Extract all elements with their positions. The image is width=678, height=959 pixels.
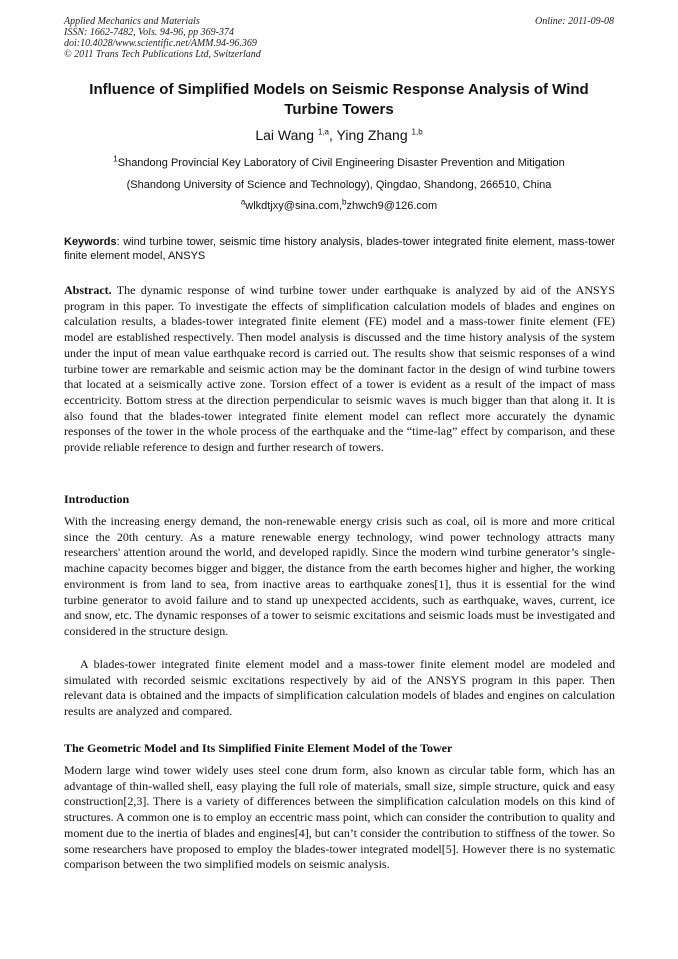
author-2-name: Ying Zhang <box>336 127 408 143</box>
email-a-mark: a <box>240 197 246 207</box>
author-separator: , <box>329 127 337 143</box>
abstract-text: The dynamic response of wind turbine tower under earthquake is analyzed by aid of the ANSYS program in this paper. To investigate the effects of simplification calculation models of blades and engines on calculation results, a blades-tower integrated finite element (FE) model and a mass-tower finite element (FE) model are established respectively. Then model analysis is discussed and the time history analysis of the system under the input of mean value earthquake record is carried out. The results show that seismic responses of a wind turbine tower are remarkable and seismic action may be the dominant factor in the design of wind turbine towers that located at a seismically active zone. Torsion effect of a tower is evident as a result of the impact of mass eccentricity. Bottom stress at the direction perpendicular to seismic waves is much bigger than that along it. It is also found that the blades-tower integrated finite element model can reflect more accurately the dynamic responses of the tower in the whole process of the earthquake and the “time-lag” effect by comparison, and these provide reliable reference to design and further research of towers. <box>64 283 615 455</box>
keywords-paragraph <box>64 235 615 263</box>
email-b-mark: b <box>342 197 347 207</box>
copyright-line: © 2011 Trans Tech Publications Ltd, Switzerland <box>64 49 261 60</box>
author-1-name: Lai Wang <box>255 127 314 143</box>
affiliation-line-1 <box>64 156 614 170</box>
affiliation-line-2: (Shandong University of Science and Technology), Qingdao, Shandong, 266510, China <box>126 179 552 191</box>
paper-title: Influence of Simplified Models on Seismic Response Analysis of Wind Turbine Towers <box>89 81 589 118</box>
keywords-text: : wind turbine tower, seismic time history analysis, blades-tower integrated finite element, mass-tower finite element model, ANSYS <box>64 236 615 262</box>
introduction-heading: Introduction <box>64 492 130 506</box>
email-b: zhwch9@126.com <box>346 200 438 212</box>
author-line <box>64 126 614 144</box>
doi-line: doi:10.4028/www.scientific.net/AMM.94-96.369 <box>64 38 257 49</box>
affiliation-text-1: Shandong Provincial Key Laboratory of Civil Engineering Disaster Prevention and Mitigation <box>117 157 565 169</box>
keywords-label: Keywords <box>64 236 117 248</box>
introduction-paragraph-2: A blades-tower integrated finite element model and a mass-tower finite element model are modeled and simulated with recorded seismic excitations respectively by aid of the ANSYS program in this paper. Then relevant data is obtained and the impacts of simplification calculation models of blades and engines on calculation results are analyzed and compared. <box>64 657 615 719</box>
geometric-model-heading: The Geometric Model and Its Simplified Finite Element Model of the Tower <box>64 741 453 755</box>
abstract-label: Abstract. <box>64 283 112 297</box>
email-a: wlkdtjxy@sina.com, <box>245 200 343 212</box>
affiliation-mark: 1 <box>113 154 118 164</box>
geometric-model-paragraph: Modern large wind tower widely uses steel cone drum form, also known as circular table form, which has an advantage of thin-walled shell, easy playing the full role of materials, small size, simple structure, quick and easy construction[2,3]. There is a variety of differences between the simplification calculation models on this kind of structures. A common one is to employ an eccentric mass point, which can consider the contribution to quality and moment due to the inertia of blades and engines[4], but can’t consider the contribution to stiffness of the tower. So some researchers have proposed to employ the blades-tower integrated model[5]. However there is no systematic comparison between the two simplified models on seismic analysis. <box>64 763 615 872</box>
journal-name: Applied Mechanics and Materials <box>64 16 200 27</box>
online-date: Online: 2011-09-08 <box>535 16 614 27</box>
journal-header <box>64 16 261 60</box>
email-line <box>64 199 614 213</box>
issn-line: ISSN: 1662-7482, Vols. 94-96, pp 369-374 <box>64 27 234 38</box>
abstract-paragraph <box>64 283 615 456</box>
author-2-affiliation-mark: 1,b <box>411 127 423 137</box>
introduction-paragraph-1: With the increasing energy demand, the non-renewable energy crisis such as coal, oil is more and more critical since the 20th century. As a mature renewable energy technology, wind power technology attracts many researchers' attention around the world, and developed rapidly. Since the modern wind turbine generator’s single-machine capacity becomes bigger and bigger, the distance from the earth becomes higher and higher, the working environment is from land to sea, from inactive areas to earthquake zones[1], thus it is essential for the wind turbine generator to avoid failure and to stand up unexpected accidents, such as earthquake, waves, current, ice and snow, etc. The dynamic responses of a tower to seismic excitations and seismic loads must be investigated and considered in the structure design. <box>64 514 615 638</box>
author-1-affiliation-mark: 1,a <box>317 127 329 137</box>
